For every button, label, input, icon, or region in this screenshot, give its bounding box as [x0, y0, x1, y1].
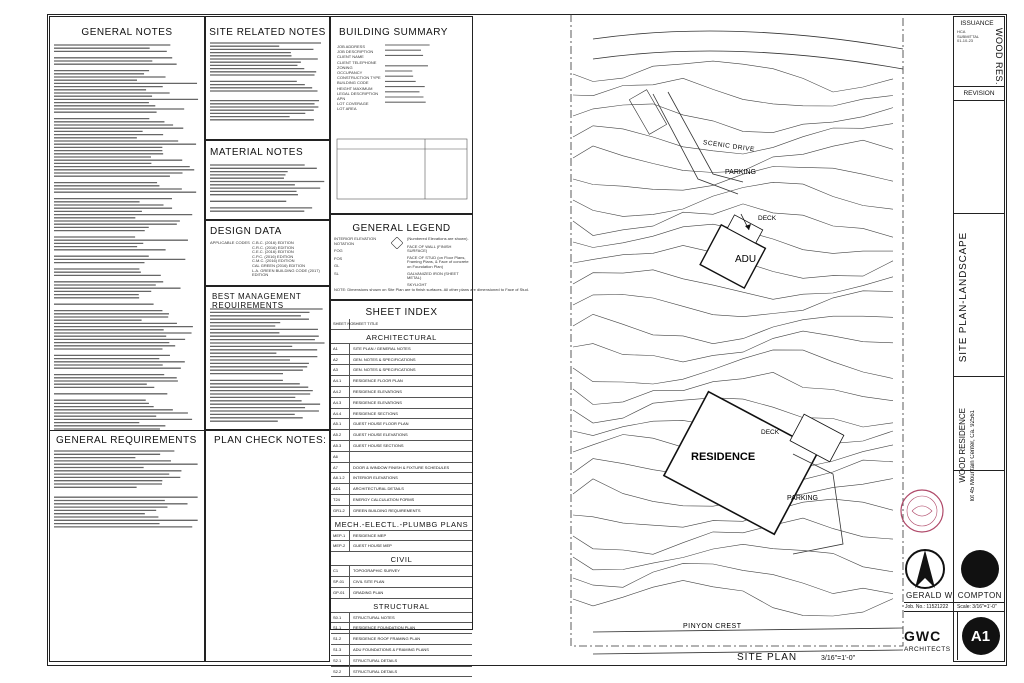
sheet-number-box [957, 612, 1003, 660]
sheet-title-cell: GUEST HOUSE ELEVATIONS [353, 432, 408, 438]
sheet-number-cell: A3 [331, 365, 350, 375]
sheet-index-row [331, 398, 472, 409]
material-notes-panel [205, 140, 330, 220]
sheet-index-row [331, 667, 472, 678]
sheet-number-cell: AD1 [331, 484, 350, 494]
sheet-index-row [331, 484, 472, 495]
sheet-index-row [331, 656, 472, 667]
legend-symbol-fos: FOS [334, 256, 343, 261]
legend-desc: SKYLIGHT [407, 282, 427, 287]
sheet-title-cell: STRUCTURAL DETAILS [353, 668, 398, 674]
sheet-number-cell: A4.3 [331, 398, 350, 408]
building-summary-label: APN [337, 97, 346, 101]
sheet-title-cell: GUEST HOUSE FLOOR PLAN [353, 421, 409, 427]
sheet-index-row [331, 588, 472, 599]
sheet-number-cell: A5.1 [331, 419, 350, 429]
project-short-title: WOOD RES. [994, 28, 1004, 86]
sheet-title-cell: INTERIOR ELEVATIONS [353, 475, 398, 481]
sheet-number-cell: S1.1 [331, 623, 350, 633]
sheet-number-cell: MEP-1 [331, 531, 350, 541]
sheet-number-cell: A1 [331, 344, 350, 354]
revision-heading: REVISION [963, 90, 995, 97]
stair-top [629, 90, 666, 135]
sheet-index-row [331, 430, 472, 441]
plan-check-notes-heading: PLAN CHECK NOTES: [214, 435, 327, 446]
contour-line [573, 518, 893, 554]
sheet-index-group-heading: MECH.-ELECTL.-PLUMBG PLANS [331, 517, 472, 531]
contour-line [573, 331, 893, 362]
architect-name: GERALD W. COMPTON [906, 591, 1002, 600]
sheet-index-row [331, 344, 472, 355]
design-data-codes [252, 241, 328, 278]
sheet-number: A1 [962, 617, 1000, 655]
sheet-index-row [331, 419, 472, 430]
sheet-title-cell: CIVIL SITE PLAN [353, 578, 385, 584]
sheet-number-cell: MEP-2 [331, 541, 350, 551]
legend-desc: FACE OF WALL (FINISH SURFACE) [407, 244, 453, 254]
pinyon-crest-edge [593, 628, 903, 632]
sheet-title-vertical: SITE PLAN-LANDSCAPE [958, 232, 969, 363]
building-summary-label: ZONING [337, 65, 353, 70]
sheet-number-cell: S1.2 [331, 634, 350, 644]
sheet-index-header [331, 319, 472, 330]
building-summary-heading: BUILDING SUMMARY [339, 27, 448, 38]
sheet-number-cell: A7 [331, 463, 350, 473]
code-line: C.R.C. (2016) EDITION [252, 245, 295, 250]
deck-top-label: DECK [758, 215, 777, 222]
building-summary-label: JOB ADDRESS [337, 45, 366, 49]
contour-line [573, 563, 893, 593]
code-line: C.E.C. (2016) EDITION [252, 250, 294, 255]
sheet-index-row [331, 506, 472, 517]
general-requirements-panel [49, 430, 205, 662]
code-line: C.B.C. (2016) EDITION [252, 241, 294, 245]
sheet-number-cell: S0.1 [331, 613, 350, 623]
sheet-title-cell: RESIDENCE ELEVATIONS [353, 388, 402, 394]
contour-line [573, 580, 893, 616]
code-line: C.M.C. (2016) EDITION [252, 259, 295, 264]
issuance-entry: HCA SUBMITTAL 01-10-23 [957, 30, 981, 44]
best-management-panel [205, 286, 330, 430]
sheet-index-row [331, 355, 472, 366]
sheet-title-cell: RESIDENCE ELEVATIONS [353, 399, 402, 405]
building-summary-label: JOB DESCRIPTION [337, 50, 374, 55]
material-notes-heading: MATERIAL NOTES [210, 147, 304, 158]
code-line: CAL GREEN (2016) EDITION [252, 263, 305, 268]
design-data-heading: DESIGN DATA [210, 226, 282, 237]
sheet-title-cell: GEN. NOTES & SPECIFICATIONS [353, 367, 416, 373]
residence-label: RESIDENCE [691, 451, 756, 463]
sheet-title-cell: ADU FOUNDATIONS & FRAMING PLANS [353, 646, 429, 652]
general-notes-text-lines [54, 43, 201, 453]
deck-bottom-label: DECK [761, 429, 780, 436]
elevation-diamond-icon [391, 237, 403, 249]
general-notes-heading: GENERAL NOTES [81, 27, 173, 38]
scenic-drive-edge [593, 51, 903, 69]
revision-divider-2 [953, 100, 1005, 101]
sheet-title-cell: SITE PLAN / GENERAL NOTES [353, 345, 411, 351]
sheet-number-cell: C1 [331, 566, 350, 576]
site-plan-drawing [473, 14, 905, 664]
best-management-text-lines [210, 307, 328, 425]
sheet-number-cell: A8.1.2 [331, 473, 350, 483]
legend-dimension-note: NOTE: Dimensions shown on Site Plan are to finish surfaces. All other plans are dimensioned to Face of Stud. [334, 288, 529, 292]
sheet-index-row [331, 623, 472, 634]
sheet-index-row [331, 452, 472, 463]
legend-symbol-elevation: INTERIOR ELEVATION NOTATION [334, 237, 378, 246]
sheet-index-row [331, 566, 472, 577]
parking-top-label: PARKING [725, 169, 756, 176]
site-notes-text-lines [210, 41, 328, 136]
general-requirements-text-lines [54, 449, 201, 529]
site-plan-title: SITE PLAN [737, 652, 798, 663]
applicable-codes-label: APPLICABLE CODES [210, 241, 250, 245]
adu-building [700, 212, 772, 288]
contour-line [573, 350, 893, 384]
code-line: L.A. GREEN BUILDING CODE (2017) EDITION [252, 268, 321, 278]
building-summary-panel [330, 16, 473, 214]
material-notes-text-lines [210, 163, 328, 218]
site-related-notes-heading: SITE RELATED NOTES [209, 27, 326, 38]
sheet-number-cell: SP-01 [331, 577, 350, 587]
logo-divider [904, 602, 1004, 603]
adu-label: ADU [735, 254, 757, 265]
sheet-title-cell: ARCHITECTURAL DETAILS [353, 486, 404, 492]
architect-seal-stamp [898, 487, 946, 535]
sheet-title-cell: GEN. NOTES & SPECIFICATIONS [353, 356, 416, 362]
issuance-heading: ISSUANCE [960, 20, 994, 27]
sheet-title-cell: GUEST HOUSE MEP [353, 543, 392, 549]
contour-line [573, 372, 893, 404]
legend-symbol-gi: GL [334, 264, 340, 269]
sheet-index-row [331, 577, 472, 588]
pinyon-crest-label: PINYON CREST [683, 623, 742, 630]
sheet-index-group-heading: STRUCTURAL [331, 599, 472, 613]
sheet-number-cell: S2.1 [331, 656, 350, 666]
sheet-title-cell: GREEN BUILDING REQUIREMENTS [353, 507, 421, 513]
contour-line [573, 314, 893, 343]
sheet-title-cell: RESIDENCE MEP [353, 532, 387, 538]
sheet-index-table [331, 319, 472, 677]
firm-logo-graphic [904, 548, 1004, 590]
sheet-index-row [331, 441, 472, 452]
sheet-index-group-heading: CIVIL [331, 552, 472, 566]
best-management-heading: BEST MANAGEMENT REQUIREMENTS [212, 292, 302, 310]
sheet-index-row [331, 387, 472, 398]
building-summary-label: LOT COVERAGE [337, 102, 369, 107]
sheet-index-row [331, 531, 472, 542]
design-data-panel [205, 220, 330, 286]
parking-bottom-label: PARKING [787, 495, 818, 502]
contour-line [573, 544, 893, 572]
title-divider [953, 376, 1005, 377]
sheet-title-cell: RESIDENCE ROOF FRAMING PLAN [353, 636, 421, 642]
sheet-index-row [331, 409, 472, 420]
sheet-index-row [331, 541, 472, 552]
contour-line [573, 61, 893, 92]
title-divider [953, 470, 1005, 471]
sheet-index-row [331, 365, 472, 376]
site-related-notes-panel [205, 16, 330, 140]
sheet-number-cell: A5.3 [331, 441, 350, 451]
sheet-index-row [331, 495, 472, 506]
sheet-index-heading: SHEET INDEX [365, 307, 438, 318]
legend-symbol-sl: SL [334, 271, 339, 276]
contour-line [573, 78, 893, 106]
site-plan-scale: 3/16"=1'-0" [821, 655, 856, 662]
building-summary-label: OCCUPANCY [337, 71, 363, 75]
sheet-number-cell: GP-01 [331, 588, 350, 598]
building-summary-label: HEIGHT MAXIMUM [337, 86, 373, 91]
sheet-title-cell: GRADING PLAN [353, 589, 384, 595]
general-notes-panel [49, 16, 205, 458]
scenic-drive-label: SCENIC DRIVE [702, 139, 756, 154]
building-summary-label: CLIENT NAME [337, 55, 364, 60]
general-notes-body [54, 43, 201, 453]
sheet-number-cell: A4.2 [331, 387, 350, 397]
sheet-index-group-heading: ARCHITECTURAL [331, 330, 472, 344]
sheet-title-cell: ENERGY CALCULATION FORMS [353, 496, 415, 502]
sheet-number-cell: GR1-2 [331, 506, 350, 516]
sheet-index-row [331, 376, 472, 387]
title-divider [953, 213, 1005, 214]
sheet-title-cell: GUEST HOUSE SECTIONS [353, 442, 404, 448]
scenic-drive-edge [593, 31, 903, 49]
legend-desc: (Numbered Elevations are shown). [407, 237, 469, 241]
sheet-number-cell: A5.2 [331, 430, 350, 440]
building-summary-label: BUILDING CODE [337, 81, 369, 86]
sheet-no-header: SHEET NO. [331, 319, 350, 329]
sheet-title-cell: TOPOGRAPHIC SURVEY [353, 568, 400, 574]
sheet-title-cell: STRUCTURAL DETAILS [353, 657, 398, 663]
sheet-title-header: SHEET TITLE [353, 321, 379, 326]
firm-name: ARCHITECTS [904, 646, 951, 653]
job-number: Job. No.: 11521222 [905, 604, 949, 610]
firm-logo-text: GWC [904, 628, 942, 644]
building-summary-label: LOT AREA [337, 107, 357, 112]
project-name: WOOD RESIDENCE [958, 408, 967, 483]
legend-descriptions [407, 237, 471, 287]
sheet-index-row [331, 634, 472, 645]
drawing-scale: Scale: 3/16"=1'-0" [957, 604, 997, 610]
legend-desc: GALVANIZED IRON (SHEET METAL) [407, 271, 460, 281]
legend-symbol-fow: FOG [334, 249, 343, 254]
contour-line [573, 182, 893, 216]
building-summary-label: CLIENT TELEPHONE [337, 60, 377, 65]
plan-check-notes-panel [205, 430, 330, 662]
general-requirements-heading: GENERAL REQUIREMENTS [56, 435, 197, 446]
sheet-title-cell: RESIDENCE FLOOR PLAN [353, 378, 403, 384]
sheet-number-cell: A4.1 [331, 376, 350, 386]
sheet-index-row [331, 613, 472, 624]
building-summary-label: CONSTRUCTION TYPE [337, 76, 381, 81]
sheet-title-cell: STRUCTURAL NOTES [353, 614, 395, 620]
sheet-index-row [331, 645, 472, 656]
building-summary-label: LEGAL DESCRIPTION [337, 91, 379, 96]
revision-divider [953, 86, 1005, 87]
sheet-number-cell: T24 [331, 495, 350, 505]
sheet-title-cell: RESIDENCE FOUNDATION PLAN [353, 625, 416, 631]
project-address: lot 45 Mountain Center, Ca. 92561 [970, 410, 976, 502]
sheet-title-cell: RESIDENCE SECTIONS [353, 410, 398, 416]
code-line: C.P.C. (2016) EDITION [252, 254, 294, 259]
sheet-title-cell: DOOR & WINDOW FINISH & FIXTURE SCHEDULES [353, 464, 450, 470]
sheet-number-cell: S2.2 [331, 667, 350, 677]
sheet-title-cell [350, 452, 353, 462]
sheet-index-panel [330, 300, 473, 674]
legend-symbols [334, 237, 384, 277]
property-line [571, 14, 903, 646]
sheet-number-cell: S1.3 [331, 645, 350, 655]
legend-desc: FACE OF STUD (on Floor Plans, Framing Plans, & Face of concrete on Foundation Plan) [407, 255, 470, 269]
general-legend-heading: GENERAL LEGEND [352, 223, 451, 234]
sheet-number-cell: A2 [331, 355, 350, 365]
sheet-index-row [331, 463, 472, 474]
sheet-index-row [331, 473, 472, 484]
sheet-number-cell: A4.4 [331, 409, 350, 419]
sheet-number-cell: A6 [331, 452, 350, 462]
contour-line [573, 291, 893, 317]
